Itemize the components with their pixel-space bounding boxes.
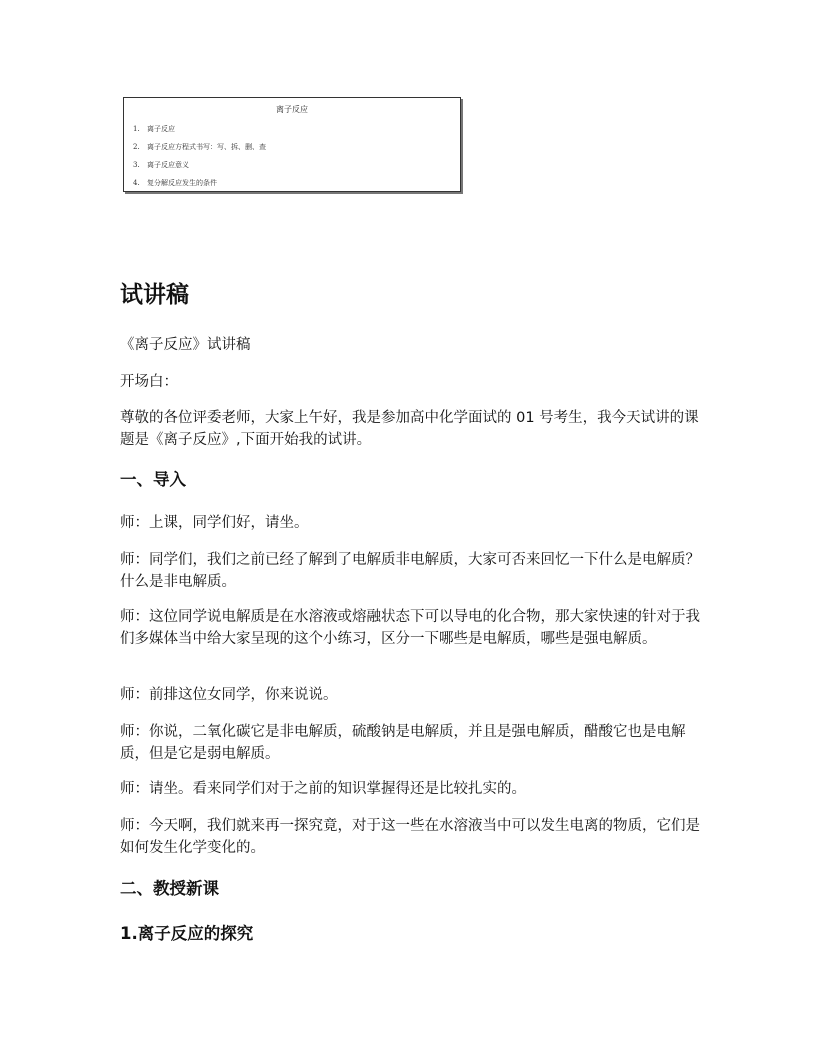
dialogue-paragraph: 师：前排这位女同学，你来说说。 (120, 687, 338, 703)
outline-box (123, 97, 461, 192)
outline-item-number: 1. (133, 125, 140, 133)
dialogue-paragraph: 师：你说，二氧化碳它是非电解质，硫酸钠是电解质，并且是强电解质，醋酸它也是电解质，但是它是弱电解质。 (120, 724, 686, 762)
outline-item (133, 124, 175, 134)
opening-label: 开场白： (120, 374, 178, 390)
document-subtitle: 《离子反应》试讲稿 (120, 337, 251, 353)
dialogue-paragraph: 师：今天啊，我们就来再一探究竟，对于这一些在水溶液当中可以发生电离的物质，它们是如何发生化学变化的。 (120, 818, 700, 856)
dialogue-paragraph: 师：这位同学说电解质是在水溶液或熔融状态下可以导电的化合物，那大家快速的针对于我们多媒体当中给大家呈现的这个小练习，区分一下哪些是电解质，哪些是强电解质。 (120, 609, 700, 647)
outline-item-text: 离子反应方程式书写：写、拆、删、查 (147, 143, 266, 151)
section-heading-new-lesson: 二、教授新课 (120, 879, 219, 898)
opening-paragraph: 尊敬的各位评委老师，大家上午好，我是参加高中化学面试的 01 号考生，我今天试讲的课题是《离子反应》,下面开始我的试讲。 (120, 410, 699, 448)
outline-item-text: 离子反应 (147, 125, 175, 133)
outline-item-text: 离子反应意义 (147, 161, 189, 169)
subsection-heading: 1.离子反应的探究 (120, 924, 254, 943)
outline-item (133, 160, 189, 170)
outline-title: 离子反应 (276, 105, 308, 114)
outline-item (133, 142, 266, 152)
dialogue-paragraph: 师：请坐。看来同学们对于之前的知识掌握得还是比较扎实的。 (120, 781, 526, 797)
outline-item (133, 178, 217, 188)
section-heading-introduction: 一、导入 (120, 470, 186, 489)
document-title: 试讲稿 (120, 282, 189, 308)
outline-item-number: 4. (133, 179, 140, 187)
outline-item-number: 3. (133, 161, 140, 169)
outline-item-text: 复分解反应发生的条件 (147, 179, 217, 187)
dialogue-paragraph: 师：上课，同学们好，请坐。 (120, 515, 309, 531)
outline-item-number: 2. (133, 143, 140, 151)
dialogue-paragraph: 师：同学们，我们之前已经了解到了电解质非电解质，大家可否来回忆一下什么是电解质？什么是非电解质。 (120, 552, 700, 590)
